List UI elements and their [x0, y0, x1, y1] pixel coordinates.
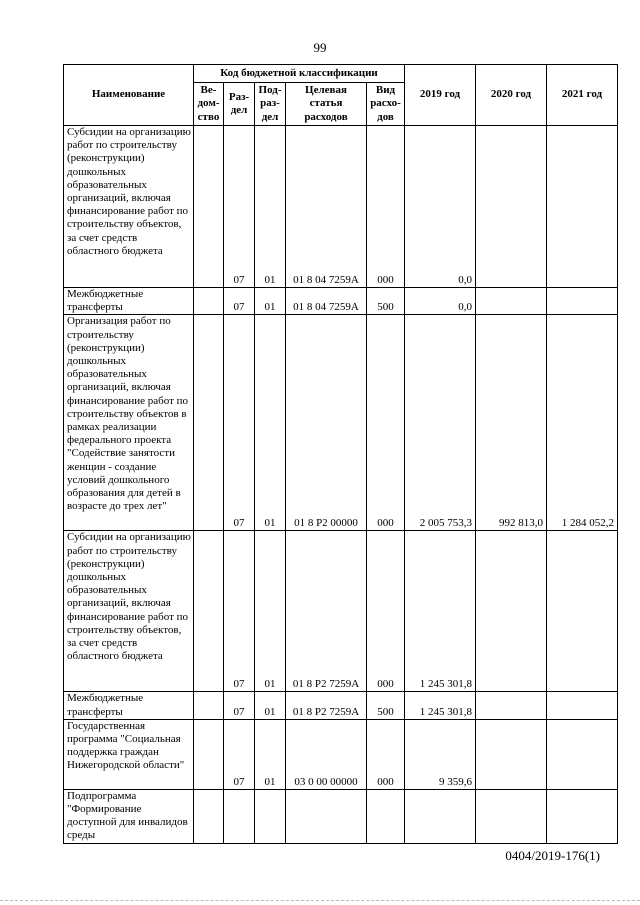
row-2019: 9 359,6: [405, 719, 476, 789]
document-code: 0404/2019-176(1): [505, 848, 600, 863]
row-vedomstvo: [194, 692, 224, 719]
row-2021: [547, 531, 618, 692]
header-podrazdel: Под-раз-дел: [255, 83, 286, 126]
table-row: [64, 692, 618, 719]
row-target: [286, 789, 367, 843]
row-2021: [547, 288, 618, 315]
row-2020: [476, 789, 547, 843]
row-podrazdel: [255, 789, 286, 843]
row-podrazdel: 01: [255, 719, 286, 789]
page-number: 99: [313, 40, 327, 55]
row-2020: [476, 719, 547, 789]
row-name: Организация работ по строительству (реконструкции) дошкольных образовательных организаций, включая финансирование работ по строительству объектов в рамках реализации федерального проекта "Содействие занятости женщин - создание условий дошкольного образования для детей в возрасте до трех лет": [64, 315, 194, 531]
row-2020: [476, 531, 547, 692]
budget-table: [63, 64, 618, 844]
row-vedomstvo: [194, 719, 224, 789]
row-podrazdel: 01: [255, 288, 286, 315]
row-vedomstvo: [194, 789, 224, 843]
row-2021: 1 284 052,2: [547, 315, 618, 531]
row-2019: 0,0: [405, 126, 476, 288]
row-razdel: 07: [224, 692, 255, 719]
row-vid: 000: [367, 531, 405, 692]
header-2019: 2019 год: [405, 65, 476, 126]
row-2019: [405, 789, 476, 843]
header-razdel: Раз-дел: [224, 83, 255, 126]
header-target: Целевая статья расходов: [286, 83, 367, 126]
row-target: 01 8 P2 00000: [286, 315, 367, 531]
row-2019: 1 245 301,8: [405, 531, 476, 692]
row-vid: 500: [367, 692, 405, 719]
row-podrazdel: 01: [255, 315, 286, 531]
header-2020: 2020 год: [476, 65, 547, 126]
row-vid: [367, 789, 405, 843]
row-2021: [547, 126, 618, 288]
table-row: [64, 315, 618, 531]
row-vid: 000: [367, 126, 405, 288]
row-razdel: [224, 789, 255, 843]
row-2019: 2 005 753,3: [405, 315, 476, 531]
row-target: 01 8 P2 7259A: [286, 692, 367, 719]
row-vedomstvo: [194, 531, 224, 692]
row-2021: [547, 719, 618, 789]
header-vid: Вид расхо-дов: [367, 83, 405, 126]
row-name: Межбюджетные трансферты: [64, 692, 194, 719]
row-vid: 000: [367, 719, 405, 789]
row-2021: [547, 789, 618, 843]
row-name: Подпрограмма "Формирование доступной для инвалидов среды: [64, 789, 194, 843]
row-vid: 000: [367, 315, 405, 531]
table-row: [64, 789, 618, 843]
row-razdel: 07: [224, 531, 255, 692]
table-row: [64, 531, 618, 692]
row-name: Межбюджетные трансферты: [64, 288, 194, 315]
row-podrazdel: 01: [255, 531, 286, 692]
row-2019: 0,0: [405, 288, 476, 315]
row-razdel: 07: [224, 719, 255, 789]
row-vedomstvo: [194, 126, 224, 288]
table-row: [64, 288, 618, 315]
row-razdel: 07: [224, 315, 255, 531]
row-razdel: 07: [224, 126, 255, 288]
row-2020: [476, 692, 547, 719]
row-2020: [476, 126, 547, 288]
row-vedomstvo: [194, 288, 224, 315]
row-vid: 500: [367, 288, 405, 315]
header-name: Наименование: [64, 65, 194, 126]
scan-edge-divider: [0, 900, 640, 902]
row-podrazdel: 01: [255, 692, 286, 719]
row-name: Государственная программа "Социальная поддержка граждан Нижегородской области": [64, 719, 194, 789]
row-target: 01 8 04 7259A: [286, 126, 367, 288]
header-2021: 2021 год: [547, 65, 618, 126]
table-body: [64, 126, 618, 844]
table-row: [64, 126, 618, 288]
row-target: 03 0 00 00000: [286, 719, 367, 789]
row-target: 01 8 P2 7259A: [286, 531, 367, 692]
row-target: 01 8 04 7259A: [286, 288, 367, 315]
row-name: Субсидии на организацию работ по строительству (реконструкции) дошкольных образовательных организаций, включая финансирование работ по строительству объектов, за счет средств областного бюджета: [64, 126, 194, 288]
row-2019: 1 245 301,8: [405, 692, 476, 719]
row-2020: [476, 288, 547, 315]
row-2021: [547, 692, 618, 719]
row-name: Субсидии на организацию работ по строительству (реконструкции) дошкольных образовательных организаций, включая финансирование работ по строительству объектов, за счет средств областного бюджета: [64, 531, 194, 692]
row-podrazdel: 01: [255, 126, 286, 288]
table-row: [64, 719, 618, 789]
row-vedomstvo: [194, 315, 224, 531]
row-razdel: 07: [224, 288, 255, 315]
header-vedomstvo: Ве-дом-ство: [194, 83, 224, 126]
header-code-group: Код бюджетной классификации: [194, 65, 405, 83]
row-2020: 992 813,0: [476, 315, 547, 531]
